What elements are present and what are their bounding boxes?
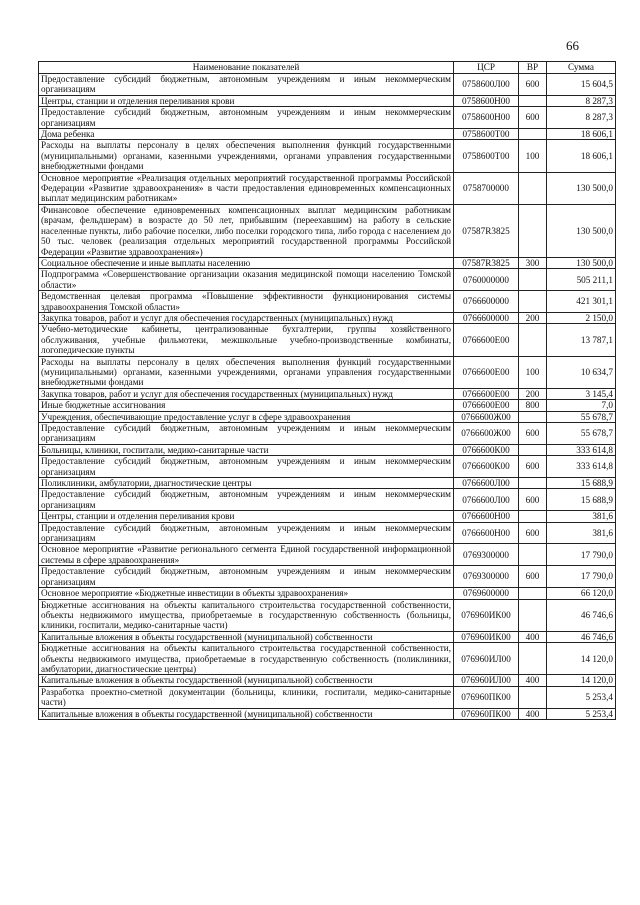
cell-csr: 0758600Н00 xyxy=(454,95,519,106)
cell-sum: 46 746,6 xyxy=(547,599,616,631)
cell-sum: 55 678,7 xyxy=(547,423,616,445)
cell-vr: 100 xyxy=(519,356,547,388)
cell-vr xyxy=(519,129,547,140)
table-row xyxy=(39,708,616,719)
cell-sum: 17 790,0 xyxy=(547,566,616,588)
table-row xyxy=(39,400,616,411)
cell-name: Предоставление субсидий бюджетным, автономным учреждениям и иным некоммерческим организациям xyxy=(39,74,454,96)
cell-name: Учебно-методические кабинеты, централизованные бухгалтерии, группы хозяйственного обслуживания, учебные фильмотеки, межшкольные учебно-производственные комбинаты, логопедические пункты xyxy=(39,324,454,356)
cell-csr: 0766600Н00 xyxy=(454,522,519,544)
cell-sum: 18 606,1 xyxy=(547,129,616,140)
table-row xyxy=(39,324,616,356)
cell-name: Расходы на выплаты персоналу в целях обеспечения выполнения функций государственными (муниципальными) органами, казенными учреждениями, органами управления государственными внебюджетными фондами xyxy=(39,140,454,172)
cell-csr: 0766600Н00 xyxy=(454,511,519,522)
cell-csr: 0766600Е00 xyxy=(454,388,519,399)
cell-csr: 0766600Л00 xyxy=(454,489,519,511)
table-row xyxy=(39,74,616,96)
table-row xyxy=(39,411,616,422)
cell-csr: 076960ПК00 xyxy=(454,708,519,719)
cell-name: Предоставление субсидий бюджетным, автономным учреждениям и иным некоммерческим организациям xyxy=(39,423,454,445)
cell-name: Поликлиники, амбулатории, диагностические центры xyxy=(39,478,454,489)
cell-vr xyxy=(519,599,547,631)
cell-vr: 600 xyxy=(519,456,547,478)
cell-name: Социальное обеспечение и иные выплаты населению xyxy=(39,257,454,268)
cell-csr: 07587R3825 xyxy=(454,204,519,257)
cell-vr xyxy=(519,411,547,422)
cell-sum: 381,6 xyxy=(547,511,616,522)
cell-vr: 400 xyxy=(519,631,547,642)
cell-vr: 400 xyxy=(519,708,547,719)
cell-csr: 0766600К00 xyxy=(454,444,519,455)
cell-csr: 0766600Л00 xyxy=(454,478,519,489)
cell-name: Предоставление субсидий бюджетным, автономным учреждениям и иным некоммерческим организациям xyxy=(39,566,454,588)
table-row xyxy=(39,544,616,566)
cell-sum: 66 120,0 xyxy=(547,588,616,599)
cell-sum: 14 120,0 xyxy=(547,675,616,686)
cell-vr xyxy=(519,643,547,675)
table-row xyxy=(39,388,616,399)
table-row xyxy=(39,686,616,708)
table-row xyxy=(39,631,616,642)
cell-csr: 0766600Ж00 xyxy=(454,423,519,445)
cell-name: Капитальные вложения в объекты государственной (муниципальной) собственности xyxy=(39,631,454,642)
table-row xyxy=(39,129,616,140)
cell-sum: 130 500,0 xyxy=(547,257,616,268)
cell-name: Предоставление субсидий бюджетным, автономным учреждениям и иным некоммерческим организациям xyxy=(39,456,454,478)
cell-sum: 15 604,5 xyxy=(547,74,616,96)
cell-vr: 600 xyxy=(519,423,547,445)
cell-csr: 0760000000 xyxy=(454,269,519,291)
cell-csr: 0758600Т00 xyxy=(454,140,519,172)
cell-name: Учреждения, обеспечивающие предоставление услуг в сфере здравоохранения xyxy=(39,411,454,422)
cell-sum: 8 287,3 xyxy=(547,107,616,129)
cell-sum: 15 688,9 xyxy=(547,478,616,489)
cell-vr: 300 xyxy=(519,257,547,268)
cell-csr: 0769300000 xyxy=(454,566,519,588)
cell-vr xyxy=(519,686,547,708)
cell-sum: 130 500,0 xyxy=(547,204,616,257)
cell-name: Центры, станции и отделения переливания крови xyxy=(39,511,454,522)
table-row xyxy=(39,95,616,106)
cell-name: Капитальные вложения в объекты государственной (муниципальной) собственности xyxy=(39,708,454,719)
cell-vr xyxy=(519,444,547,455)
cell-sum: 10 634,7 xyxy=(547,356,616,388)
cell-name: Подпрограмма «Совершенствование организации оказания медицинской помощи населению Томской области» xyxy=(39,269,454,291)
table-row xyxy=(39,675,616,686)
cell-name: Основное мероприятие «Развитие регионального сегмента Единой государственной информационной системы в сфере здравоохранения» xyxy=(39,544,454,566)
cell-sum: 55 678,7 xyxy=(547,411,616,422)
cell-sum: 7,0 xyxy=(547,400,616,411)
cell-name: Больницы, клиники, госпитали, медико-санитарные части xyxy=(39,444,454,455)
cell-csr: 0766600К00 xyxy=(454,456,519,478)
cell-name: Иные бюджетные ассигнования xyxy=(39,400,454,411)
cell-name: Предоставление субсидий бюджетным, автономным учреждениям и иным некоммерческим организациям xyxy=(39,107,454,129)
table-row xyxy=(39,204,616,257)
cell-sum: 15 688,9 xyxy=(547,489,616,511)
table-row xyxy=(39,423,616,445)
table-row xyxy=(39,356,616,388)
cell-csr: 076960ИЛ00 xyxy=(454,675,519,686)
cell-csr: 0769300000 xyxy=(454,544,519,566)
cell-csr: 076960ПК00 xyxy=(454,686,519,708)
cell-name: Предоставление субсидий бюджетным, автономным учреждениям и иным некоммерческим организациям xyxy=(39,522,454,544)
table-row xyxy=(39,291,616,313)
cell-vr: 200 xyxy=(519,312,547,323)
cell-name: Расходы на выплаты персоналу в целях обеспечения выполнения функций государственными (муниципальными) органами, казенными учреждениями, органами управления государственными внебюджетными фондами xyxy=(39,356,454,388)
cell-name: Дома ребенка xyxy=(39,129,454,140)
table-row xyxy=(39,643,616,675)
cell-name: Бюджетные ассигнования на объекты капитального строительства государственной собственности, объекты недвижимого имущества, приобретаемые в государственную собственность (поликлиники, амбулатории, диагностические центры) xyxy=(39,643,454,675)
cell-sum: 5 253,4 xyxy=(547,708,616,719)
cell-vr xyxy=(519,95,547,106)
cell-sum: 3 145,4 xyxy=(547,388,616,399)
cell-vr xyxy=(519,172,547,204)
cell-vr xyxy=(519,544,547,566)
table-row xyxy=(39,444,616,455)
cell-sum: 17 790,0 xyxy=(547,544,616,566)
cell-vr xyxy=(519,324,547,356)
cell-sum: 14 120,0 xyxy=(547,643,616,675)
cell-vr: 800 xyxy=(519,400,547,411)
cell-sum: 46 746,6 xyxy=(547,631,616,642)
cell-csr: 0769600000 xyxy=(454,588,519,599)
cell-name: Бюджетные ассигнования на объекты капитального строительства государственной собственности, объекты недвижимого имущества, приобретаемые в государственную собственность (больницы, клиники, госпитали, медико-санитарные части) xyxy=(39,599,454,631)
cell-name: Предоставление субсидий бюджетным, автономным учреждениям и иным некоммерческим организациям xyxy=(39,489,454,511)
table-row xyxy=(39,566,616,588)
cell-vr xyxy=(519,291,547,313)
cell-vr: 600 xyxy=(519,566,547,588)
table-row xyxy=(39,312,616,323)
table-body xyxy=(39,74,616,720)
cell-vr: 600 xyxy=(519,107,547,129)
header-csr: ЦСР xyxy=(454,62,519,74)
table-row xyxy=(39,489,616,511)
cell-vr xyxy=(519,204,547,257)
cell-sum: 421 301,1 xyxy=(547,291,616,313)
cell-sum: 2 150,0 xyxy=(547,312,616,323)
cell-csr: 0766600Е00 xyxy=(454,356,519,388)
cell-vr: 100 xyxy=(519,140,547,172)
cell-name: Основное мероприятие «Реализация отдельных мероприятий государственной программы Российской Федерации «Развитие здравоохранения» в части предоставления единовременных компенсационных выплат медицинским работникам» xyxy=(39,172,454,204)
table-row xyxy=(39,456,616,478)
cell-vr: 600 xyxy=(519,74,547,96)
header-name: Наименование показателей xyxy=(39,62,454,74)
table-row xyxy=(39,588,616,599)
cell-csr: 0758600Л00 xyxy=(454,74,519,96)
cell-csr: 0766600Е00 xyxy=(454,324,519,356)
cell-csr: 0766600Е00 xyxy=(454,400,519,411)
table-row xyxy=(39,511,616,522)
header-sum: Сумма xyxy=(547,62,616,74)
cell-vr: 200 xyxy=(519,388,547,399)
cell-csr: 0766600000 xyxy=(454,291,519,313)
cell-sum: 8 287,3 xyxy=(547,95,616,106)
cell-name: Капитальные вложения в объекты государственной (муниципальной) собственности xyxy=(39,675,454,686)
table-row xyxy=(39,478,616,489)
header-vr: ВР xyxy=(519,62,547,74)
cell-sum: 505 211,1 xyxy=(547,269,616,291)
cell-sum: 381,6 xyxy=(547,522,616,544)
cell-csr: 0766600Ж00 xyxy=(454,411,519,422)
cell-name: Ведомственная целевая программа «Повышение эффективности функционирования системы здравоохранения Томской области» xyxy=(39,291,454,313)
cell-sum: 5 253,4 xyxy=(547,686,616,708)
cell-name: Основное мероприятие «Бюджетные инвестиции в объекты здравоохранения» xyxy=(39,588,454,599)
cell-csr: 07587R3825 xyxy=(454,257,519,268)
cell-sum: 333 614,8 xyxy=(547,444,616,455)
cell-name: Финансовое обеспечение единовременных компенсационных выплат медицинским работникам (врачам, фельдшерам) в возрасте до 50 лет, прибывшим (переехавшим) на работу в сельские населенные пункты, либо рабочие поселки, либо поселки городского типа, либо города с населением до 50 тыс. человек (реализация отдельных мероприятий государственной программы Российской Федерации «Развитие здравоохранения») xyxy=(39,204,454,257)
cell-csr: 0758700000 xyxy=(454,172,519,204)
table-row xyxy=(39,140,616,172)
table-row xyxy=(39,257,616,268)
cell-sum: 333 614,8 xyxy=(547,456,616,478)
cell-name: Центры, станции и отделения переливания крови xyxy=(39,95,454,106)
cell-csr: 0766600000 xyxy=(454,312,519,323)
cell-name: Разработка проектно-сметной документации (больницы, клиники, госпитали, медико-санитарные части) xyxy=(39,686,454,708)
page-number: 66 xyxy=(566,38,579,53)
table-row xyxy=(39,269,616,291)
cell-name: Закупка товаров, работ и услуг для обеспечения государственных (муниципальных) нужд xyxy=(39,388,454,399)
table-row xyxy=(39,172,616,204)
cell-csr: 076960ИК00 xyxy=(454,631,519,642)
cell-sum: 13 787,1 xyxy=(547,324,616,356)
cell-csr: 076960ИК00 xyxy=(454,599,519,631)
table-row xyxy=(39,522,616,544)
table-row xyxy=(39,107,616,129)
cell-vr: 400 xyxy=(519,675,547,686)
cell-csr: 0758600Т00 xyxy=(454,129,519,140)
cell-sum: 18 606,1 xyxy=(547,140,616,172)
cell-vr xyxy=(519,269,547,291)
cell-vr xyxy=(519,511,547,522)
table-row xyxy=(39,599,616,631)
cell-name: Закупка товаров, работ и услуг для обеспечения государственных (муниципальных) нужд xyxy=(39,312,454,323)
cell-csr: 076960ИЛ00 xyxy=(454,643,519,675)
cell-sum: 130 500,0 xyxy=(547,172,616,204)
table-header-row xyxy=(39,62,616,74)
cell-vr xyxy=(519,588,547,599)
cell-vr: 600 xyxy=(519,489,547,511)
cell-csr: 0758600Н00 xyxy=(454,107,519,129)
cell-vr: 600 xyxy=(519,522,547,544)
cell-vr xyxy=(519,478,547,489)
budget-table xyxy=(38,61,616,720)
